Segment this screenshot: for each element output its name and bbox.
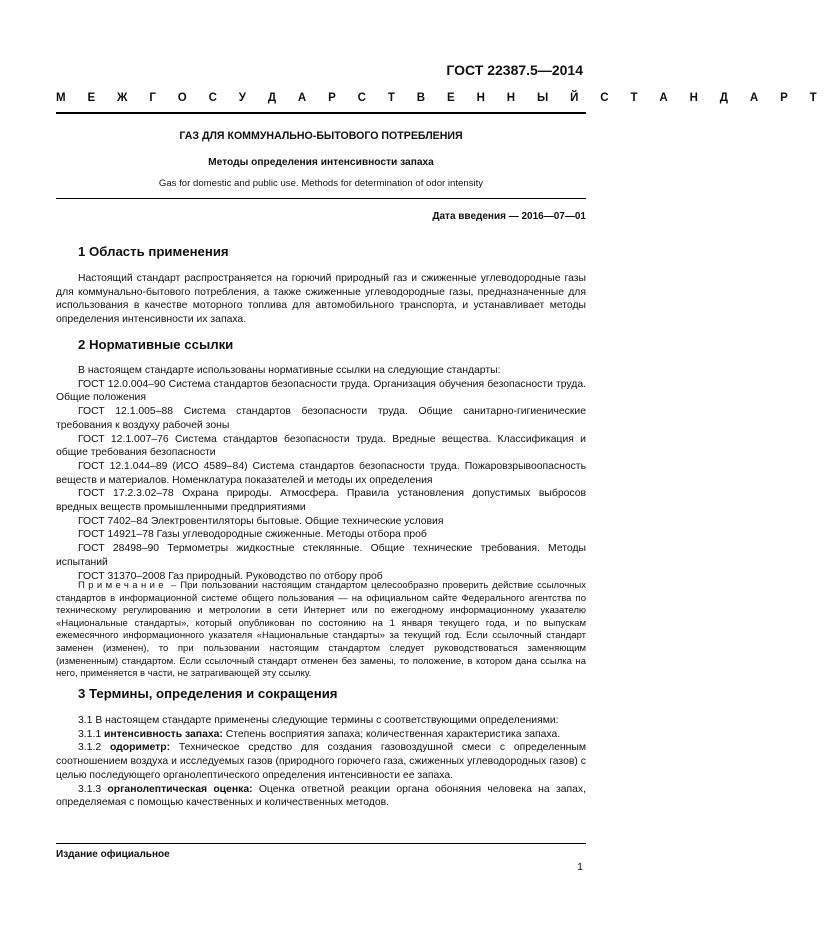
- term-definition: Степень восприятия запаха; количественная характеристика запаха.: [222, 728, 561, 740]
- standard-code: ГОСТ 22387.5—2014: [446, 62, 583, 78]
- note-text: – При пользовании настоящим стандартом целесообразно проверить действие ссылочных стандартов в информационной системе общего пользования — на официальном сайте Федерального агентства по техническому регулированию и метрологии в сети Интернет или по ежегодному информационному указателю «Национальные стандарты», который опубликован по состоянию на 1 января текущего года, и по выпускам ежемесячного информационного указателя «Национальные стандарты» за текущий год. Если ссылочный стандарт заменен (изменен), то при пользовании настоящим стандартом следует руководствоваться заменяющим (измененным) стандартом. Если ссылочный стандарт отменен без замены, то положение, в котором дана ссылка на него, применяется в части, не затрагивающей эту ссылку.: [56, 580, 586, 680]
- reference-item: ГОСТ 28498–90 Термометры жидкостные стеклянные. Общие технические требования. Методы испытаний: [56, 543, 586, 568]
- title-rule: [56, 198, 586, 199]
- introduction-date: Дата введения — 2016—07—01: [432, 211, 586, 222]
- reference-item: ГОСТ 14921–78 Газы углеводородные сжиженные. Методы отбора проб: [78, 529, 427, 541]
- term-number: 3.1.2: [78, 742, 110, 754]
- section-3-body: [56, 714, 586, 810]
- header-rule: [56, 112, 586, 114]
- section-1-paragraph: Настоящий стандарт распространяется на горючий природный газ и сжиженные углеводородные газы для коммунально-бытового потребления, а также сжиженные углеводородные газы, предназначенные для использования в качестве моторного топлива для автомобильного транспорта, и устанавливает методы определения интенсивности их запаха.: [56, 273, 586, 326]
- document-subtitle: Методы определения интенсивности запаха: [208, 157, 434, 168]
- term-definition: Оценка ответной реакции органа обоняния человека на запах, определяемая с помощью качественных и количественных методов.: [56, 783, 586, 809]
- reference-item: ГОСТ 12.1.007–76 Система стандартов безопасности труда. Вредные вещества. Классификация и общие требования безопасности: [56, 433, 586, 459]
- term-number: 3.1.3: [78, 783, 108, 795]
- reference-item: ГОСТ 12.1.044–89 (ИСО 4589–84) Система стандартов безопасности труда. Пожаровзрывоопасность веществ и материалов. Номенклатура показателей и методы их определения: [56, 460, 586, 486]
- official-edition-label: Издание официальное: [56, 849, 170, 860]
- term-name: одориметр:: [109, 742, 171, 754]
- references-note: [56, 580, 586, 681]
- note-label: Примечание: [78, 580, 167, 591]
- english-title: Gas for domestic and public use. Methods for determination of odor intensity: [158, 178, 484, 189]
- term-number: 3.1.1: [78, 728, 104, 740]
- section-2-body: [56, 364, 586, 583]
- interstate-standard-banner: М Е Ж Г О С У Д А Р С Т В Е Н Н Ы Й С Т А Н Д А Р Т: [56, 92, 826, 104]
- document-title: ГАЗ ДЛЯ КОММУНАЛЬНО-БЫТОВОГО ПОТРЕБЛЕНИЯ: [179, 130, 463, 142]
- reference-item: ГОСТ 17.2.3.02–78 Охрана природы. Атмосфера. Правила установления допустимых выбросов вредных веществ промышленными предприятиями: [56, 488, 586, 514]
- refs-intro: В настоящем стандарте использованы нормативные ссылки на следующие стандарты:: [78, 365, 501, 376]
- page-number: 1: [577, 861, 583, 873]
- clause-3-1: 3.1 В настоящем стандарте применены следующие термины с соответствующими определениями:: [78, 715, 559, 726]
- reference-item: ГОСТ 12.1.005–88 Система стандартов безопасности труда. Общие санитарно-гигиенические требования к воздуху рабочей зоны: [56, 406, 586, 431]
- section-1-body: [56, 272, 586, 327]
- footer-rule: [56, 843, 586, 844]
- reference-item: ГОСТ 12.0.004–90 Система стандартов безопасности труда. Организация обучения безопасности труда. Общие положения: [56, 378, 586, 404]
- term-name: органолептическая оценка:: [107, 783, 253, 795]
- section-3-heading: 3 Термины, определения и сокращения: [78, 686, 338, 701]
- section-1-heading: 1 Область применения: [78, 244, 229, 259]
- term-3-1-2: [56, 741, 586, 782]
- reference-item: ГОСТ 7402–84 Электровентиляторы бытовые. Общие технические условия: [78, 515, 444, 527]
- section-2-heading: 2 Нормативные ссылки: [78, 337, 234, 352]
- term-3-1-1: [56, 728, 586, 742]
- term-3-1-3: [56, 783, 586, 810]
- reference-item: ГОСТ 31370–2008 Газ природный. Руководство по отбору проб: [78, 570, 383, 582]
- term-name: интенсивность запаха:: [104, 728, 223, 740]
- term-definition: Техническое средство для создания газовоздушной смеси с определенным соотношением воздуха и исследуемых газов (природного горючего газа, сжиженных углеводородных газов) с целью последующего органолептического определения интенсивности ее запаха.: [56, 742, 587, 781]
